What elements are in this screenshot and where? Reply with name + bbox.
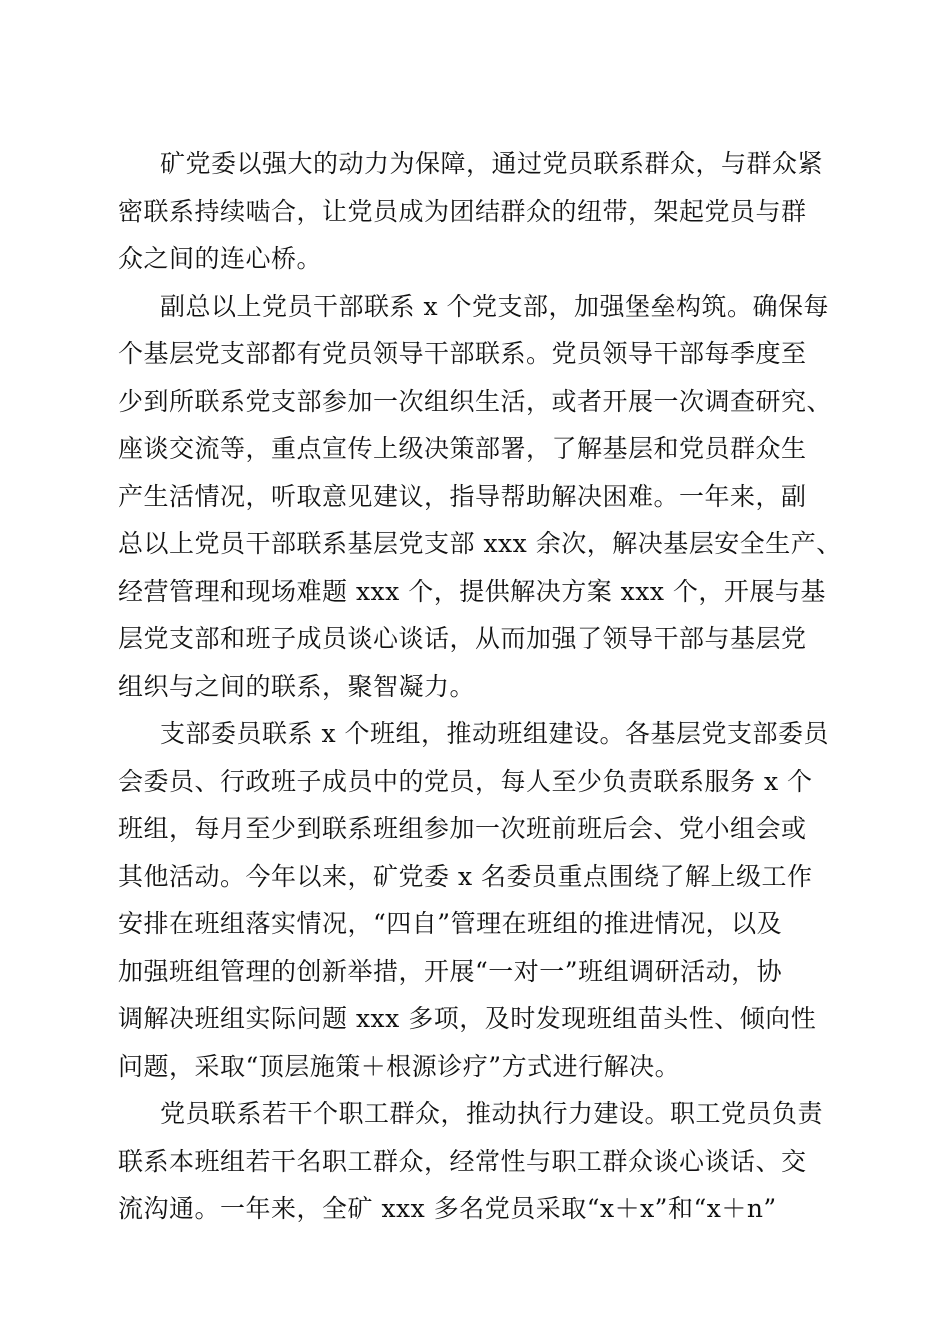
paragraph-4	[118, 1090, 834, 1233]
text-line: 联系本班组若干名职工群众，经常性与职工群众谈心谈话、交	[118, 1146, 807, 1176]
text-line: 班组，每月至少到联系班组参加一次班前班后会、党小组会或	[118, 814, 807, 843]
text-line: 密联系持续啮合，让党员成为团结群众的纽带，架起党员与群	[118, 196, 807, 226]
paragraph-3	[118, 710, 834, 1090]
text-line: 层党支部和班子成员谈心谈话，从而加强了领导干部与基层党	[118, 624, 807, 653]
text-line: 产生活情况，听取意见建议，指导帮助解决困难。一年来，副	[118, 481, 807, 511]
text-line: 流沟通。一年来，全矿 xxx 多名党员采取“x＋x”和“x＋n”	[118, 1194, 777, 1223]
text-line: 调解决班组实际问题 xxx 多项，及时发现班组苗头性、倾向性	[118, 1004, 817, 1033]
text-line: 组织与之间的联系，聚智凝力。	[118, 671, 476, 701]
text-line: 加强班组管理的创新举措，开展“一对一”班组调研活动，协	[118, 956, 783, 986]
text-line: 座谈交流等，重点宣传上级决策部署，了解基层和党员群众生	[118, 434, 807, 463]
text-line: 经营管理和现场难题 xxx 个，提供解决方案 xxx 个，开展与基	[118, 576, 826, 606]
paragraph-2	[118, 283, 842, 711]
text-line: 安排在班组落实情况，“四自”管理在班组的推进情况，以及	[118, 909, 783, 938]
text-line: 党员联系若干个职工群众，推动执行力建设。职工党员负责	[160, 1099, 824, 1128]
text-line: 问题，采取“顶层施策＋根源诊疗”方式进行解决。	[118, 1051, 681, 1081]
text-line: 会委员、行政班子成员中的党员，每人至少负责联系服务 x 个	[118, 766, 813, 796]
text-line: 矿党委以强大的动力为保障，通过党员联系群众，与群众紧	[160, 149, 824, 178]
paragraph-1	[118, 140, 834, 283]
text-line: 支部委员联系 x 个班组，推动班组建设。各基层党支部委员	[160, 719, 829, 748]
text-line: 众之间的连心桥。	[118, 244, 323, 273]
text-line: 总以上党员干部联系基层党支部 xxx 余次，解决基层安全生产、	[118, 529, 842, 558]
text-line: 副总以上党员干部联系 x 个党支部，加强堡垒构筑。确保每	[160, 291, 829, 321]
body-text	[118, 140, 842, 1233]
text-line: 个基层党支部都有党员领导干部联系。党员领导干部每季度至	[118, 339, 807, 368]
text-line: 少到所联系党支部参加一次组织生活，或者开展一次调查研究、	[118, 386, 833, 416]
text-line: 其他活动。今年以来，矿党委 x 名委员重点围绕了解上级工作	[118, 861, 813, 891]
